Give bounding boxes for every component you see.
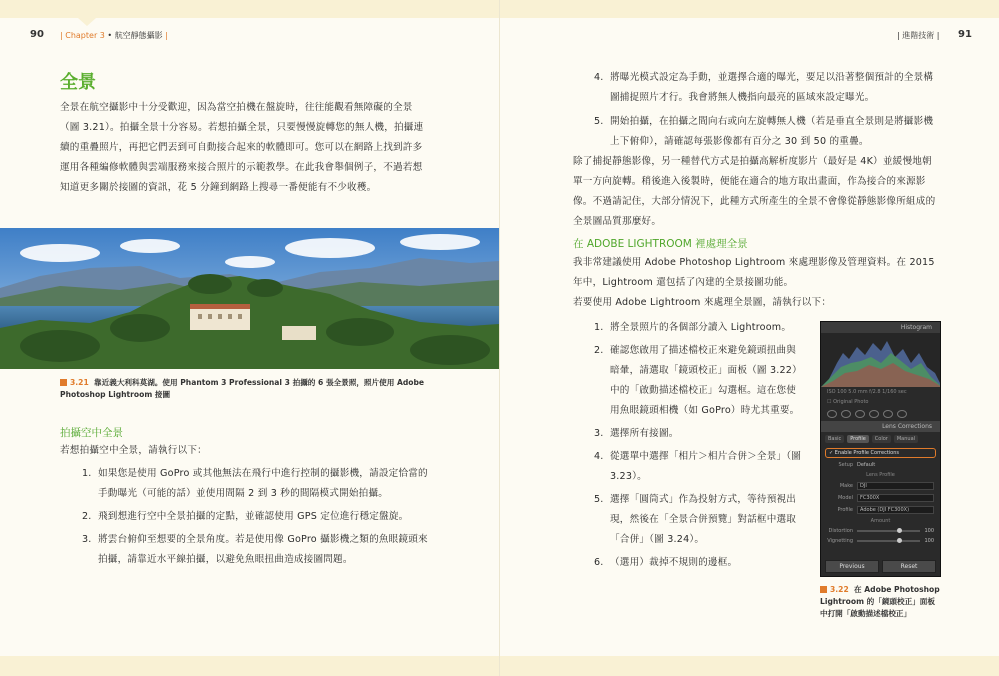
lightroom-lead: 若要使用 Adobe Lightroom 來處理全景圖，請執行以下： xyxy=(573,297,832,308)
lens-profile-label: Lens Profile xyxy=(866,472,895,478)
caption-marker-icon xyxy=(60,379,67,386)
caption-marker-icon xyxy=(820,586,827,593)
tab-basic[interactable]: Basic xyxy=(825,435,844,443)
setup-row: Setup Default xyxy=(838,462,876,468)
tab-profile[interactable]: Profile xyxy=(847,435,869,443)
model-select[interactable]: FC300X xyxy=(857,494,934,502)
caption-number: 3.21 xyxy=(70,378,89,387)
make-row: Make DJI xyxy=(821,480,940,492)
list-item: 5. 選擇「圓筒式」作為投射方式，等待預視出現，然後在「全景合併預覽」對話框中選取「合併」（圖 3.24）。 xyxy=(594,494,797,545)
tool-strip xyxy=(821,407,940,421)
caption-text: 靠近義大利科莫湖。使用 Phantom 3 Professional 3 拍攝的 6 張全景照，照片使用 Adobe Photoshop Lightroom 接圖 xyxy=(60,378,425,399)
list-item: 1. 將全景照片的各個部分讀入 Lightroom。 xyxy=(594,322,792,333)
section-tag: | 進階技術 | xyxy=(897,31,940,40)
panel-buttons xyxy=(821,560,940,573)
histogram-info: ISO 100 5.0 mm f/2.8 1/160 sec xyxy=(827,389,907,395)
right-page-number: 91 xyxy=(958,29,972,40)
list-item: 2. 確認您啟用了描述檔校正來避免鏡頭扭曲與暗暈，請選取「鏡頭校正」面板（圖 3.22）中的「啟動描述檔校正」勾選框。這在您使用魚眼鏡頭相機（如 GoPro）時尤其重要。 xyxy=(594,345,802,416)
caption-number: 3.22 xyxy=(830,585,849,594)
section-heading: 全景 xyxy=(60,72,96,93)
profile-select[interactable]: Adobe (DJI FC300X) xyxy=(857,506,934,514)
histogram-header: Histogram xyxy=(821,322,940,333)
tab-manual[interactable]: Manual xyxy=(894,435,918,443)
list-item: 3. 將雲台俯仰至想要的全景角度。若是使用像 GoPro 攝影機之類的魚眼鏡頭來拍攝，請靠近水平線拍攝，以避免魚眼扭曲造成接圖問題。 xyxy=(82,534,428,565)
list-item: 3. 選擇所有接圖。 xyxy=(594,428,679,439)
make-select[interactable]: DJI xyxy=(857,482,934,490)
list-item: 1. 如果您是使用 GoPro 或其他無法在飛行中進行控制的攝影機，請設定恰當的手動曝光（可能的話）並使用間隔 2 到 3 秒的間隔模式開始拍攝。 xyxy=(82,468,428,499)
distortion-row: Distortion 100 xyxy=(828,528,934,534)
lightroom-paragraph: 我非常建議使用 Adobe Photoshop Lightroom 來處理影像及管理資料。在 2015 年中，Lightroom 還包括了內建的全景接圖功能。 xyxy=(573,257,935,288)
list-item: 2. 飛到想進行空中全景拍攝的定點，並確認使用 GPS 定位進行穩定盤旋。 xyxy=(82,511,409,522)
chapter-header: | Chapter 3 • 航空靜態攝影 | xyxy=(60,31,168,40)
amount-label: Amount xyxy=(870,518,891,524)
vignetting-row: Vignetting 100 xyxy=(827,538,934,544)
vignetting-slider[interactable] xyxy=(857,540,920,542)
left-page-number: 90 xyxy=(30,29,44,40)
page-spine xyxy=(499,0,500,676)
setup-select[interactable]: Default xyxy=(857,462,876,468)
section-tag-label: 進階技術 xyxy=(902,31,935,40)
caption-text: 在 Adobe Photoshop Lightroom 的「鏡頭校正」面板中打開「啟動描述檔校正」 xyxy=(820,585,940,618)
lens-corrections-header[interactable]: Lens Corrections xyxy=(821,421,940,432)
model-row: Model FC300X xyxy=(821,492,940,504)
previous-button[interactable]: Previous xyxy=(825,560,879,573)
original-photo-checkbox[interactable]: ☐ Original Photo xyxy=(827,399,869,405)
figure-caption-322 xyxy=(820,584,942,620)
aerial-steps xyxy=(82,464,434,570)
profile-row: Profile Adobe (DJI FC300X) xyxy=(821,504,940,516)
list-item: 4. 將曝光模式設定為手動，並選擇合適的曝光，要足以沿著整個預計的全景構圖捕捉照片才行。我會將無人機指向最亮的區域來設定曝光。 xyxy=(594,72,934,103)
lens-tabs xyxy=(821,432,940,446)
header-notch xyxy=(78,18,96,26)
panorama-photo xyxy=(0,228,499,369)
list-item: 4. 從選單中選擇「相片＞相片合併＞全景」（圖 3.23）。 xyxy=(594,451,802,482)
lightroom-steps xyxy=(594,318,804,573)
subheading-lightroom: 在 ADOBE LIGHTROOM 裡處理全景 xyxy=(573,238,748,250)
tab-color[interactable]: Color xyxy=(872,435,891,443)
distortion-slider[interactable] xyxy=(857,530,920,532)
enable-profile-corrections-checkbox[interactable]: ✓ Enable Profile Corrections xyxy=(825,448,936,458)
panorama-steps-continued xyxy=(594,68,942,152)
subheading-aerial-panorama: 拍攝空中全景 xyxy=(60,427,123,439)
chapter-title: 航空靜態攝影 xyxy=(114,31,163,40)
figure-caption-321 xyxy=(60,377,432,401)
video-alternative-paragraph: 除了捕捉靜態影像，另一種替代方式是拍攝高解析度影片（最好是 4K）並緩慢地朝單一方向旋轉。稍後進入後製時，便能在適合的地方取出畫面，作為接合的來源影像。不過請記住，大部分情況下，此種方式所產生的全景不會像從靜態影像所組成的全景圖品質那麼好。 xyxy=(573,156,936,227)
intro-paragraph: 全景在航空攝影中十分受歡迎，因為當空拍機在盤旋時，往往能觀看無障礙的全景（圖 3.21）。拍攝全景十分容易。若想拍攝全景，只要慢慢旋轉您的無人機，拍攝連續的重疊照片，再把它們丟到可自動接合起來的軟體即可。您可以在網路上找到許多運用各種編修軟體與雲端服務來接合照片的示範教學。在此我會舉個例子，不過若想知道更多關於接圖的資訊，花 5 分鐘到網路上搜尋一番便能有不少收穫。 xyxy=(60,102,424,193)
lightroom-panel-screenshot xyxy=(820,321,941,577)
reset-button[interactable]: Reset xyxy=(882,560,936,573)
list-item: 6. （選用）裁掉不規則的邊框。 xyxy=(594,557,738,568)
list-item: 5. 開始拍攝，在拍攝之間向右或向左旋轉無人機（若是垂直全景則是將攝影機上下俯仰），請確認每張影像都有百分之 30 到 50 的重疊。 xyxy=(594,116,934,147)
chapter-label: Chapter 3 xyxy=(65,31,105,40)
histogram-graph xyxy=(821,333,941,387)
aerial-lead: 若想拍攝空中全景，請執行以下： xyxy=(60,445,207,456)
